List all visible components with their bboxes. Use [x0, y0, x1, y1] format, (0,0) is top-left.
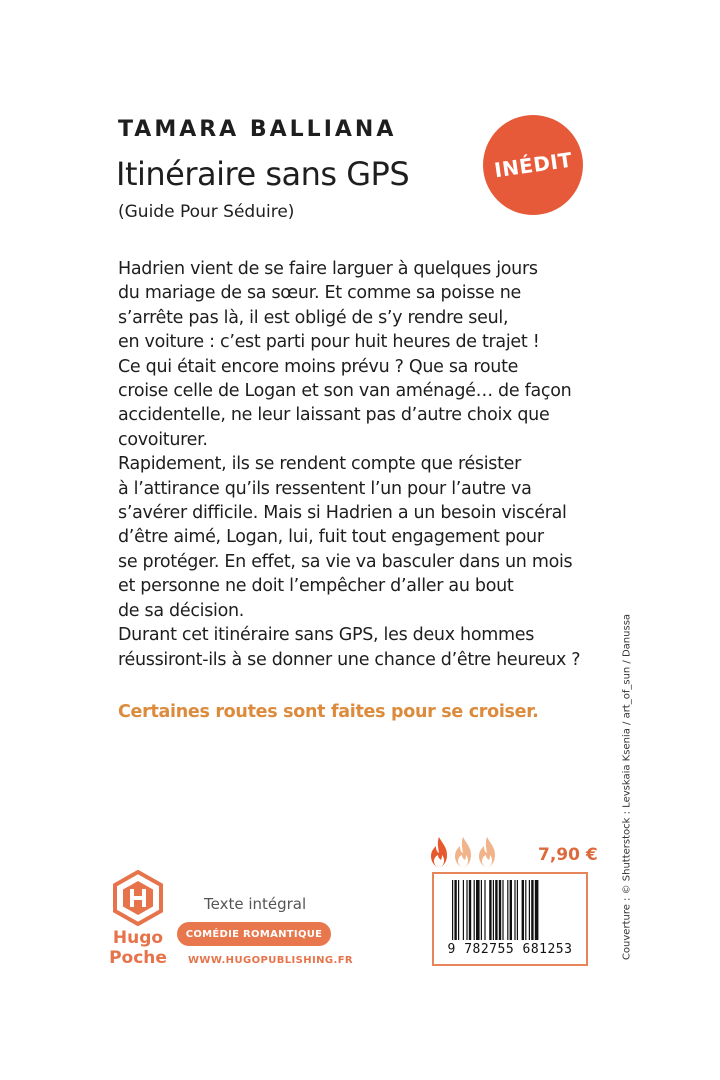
blurb-line: Ce qui était encore moins prévu ? Que sa route [118, 356, 519, 377]
barcode-bar [529, 880, 530, 940]
barcode-bar [495, 880, 497, 940]
blurb-line: Durant cet itinéraire sans GPS, les deux hommes [118, 625, 535, 646]
barcode-bar [452, 880, 453, 940]
blurb-text [118, 257, 618, 672]
barcode-bar [454, 880, 456, 940]
genre-label: COMÉDIE ROMANTIQUE [185, 928, 323, 940]
author-name: TAMARA BALLIANA [118, 117, 397, 142]
blurb-line: accidentelle, ne leur laissant pas d’autre choix que [118, 405, 550, 426]
badge-label: INÉDIT [492, 147, 574, 183]
barcode-bar [458, 880, 459, 940]
cover-credit-container [612, 605, 642, 970]
blurb-line: s’avérer difficile. Mais si Hadrien a un besoin viscéral [118, 503, 567, 524]
blurb-line: Rapidement, ils se rendent compte que résister [118, 454, 522, 475]
barcode-bar [481, 880, 482, 940]
barcode-bar [493, 880, 494, 940]
barcode-bar [535, 880, 539, 940]
barcode-bar [476, 880, 480, 940]
barcode-bar [507, 880, 508, 940]
barcode-bar [531, 880, 533, 940]
inedit-badge [483, 115, 583, 215]
publisher-logo [108, 870, 168, 980]
barcode-bar [469, 880, 471, 940]
texte-integral: Texte intégral [204, 895, 307, 913]
barcode-bar [466, 880, 467, 940]
price: 7,90 € [538, 845, 598, 865]
barcode-bar [484, 880, 485, 940]
blurb-line: réussiront-ils à se donner une chance d’être heureux ? [118, 649, 581, 670]
blurb-line: se protéger. En effet, sa vie va basculer dans un mois [118, 551, 573, 572]
isbn-number: 9 782755 681253 [447, 942, 573, 957]
publisher-name-line1: Hugo [112, 928, 164, 948]
cover-credit: Couverture : © Shutterstock : Levskaia Ksenia / art_of_sun / Danussa [621, 613, 633, 961]
heat-rating [428, 836, 498, 868]
barcode-bar [502, 880, 503, 940]
book-subtitle: (Guide Pour Séduire) [118, 202, 295, 222]
flame-icon [476, 836, 498, 868]
publisher-name-line2: Poche [109, 948, 167, 968]
tagline: Certaines routes sont faites pour se croiser. [118, 702, 539, 722]
blurb-line: covoiturer. [118, 429, 208, 450]
book-title: Itinéraire sans GPS [116, 155, 410, 193]
blurb-line: Hadrien vient de se faire larguer à quelques jours [118, 259, 538, 279]
blurb-line: et personne ne doit l’empêcher d’aller au bout [118, 576, 514, 597]
barcode [432, 872, 588, 966]
flame-icon [428, 836, 450, 868]
barcode-bar [463, 880, 464, 940]
barcode-bar [525, 880, 526, 940]
blurb-line: de sa décision. [118, 600, 245, 621]
barcode-bar [489, 880, 491, 940]
flame-icon [452, 836, 474, 868]
blurb-line: d’être aimé, Logan, lui, fuit tout engagement pour [118, 527, 544, 548]
barcode-bar [499, 880, 501, 940]
barcode-bar [474, 880, 475, 940]
blurb-line: du mariage de sa sœur. Et comme sa poisse ne [118, 283, 521, 304]
blurb-line: à l’attirance qu’ils ressentent l’un pour l’autre va [118, 478, 532, 499]
website-url: WWW.HUGOPUBLISHING.FR [188, 955, 354, 966]
barcode-bar [510, 880, 512, 940]
barcode-bar [522, 880, 524, 940]
hexagon-h-logo [112, 870, 164, 926]
blurb-line: s’arrête pas là, il est obligé de s’y rendre seul, [118, 307, 509, 328]
barcode-bars [452, 880, 568, 940]
blurb-line: en voiture : c’est parti pour huit heures de trajet ! [118, 332, 540, 353]
barcode-bar [514, 880, 515, 940]
genre-badge [177, 922, 331, 946]
barcode-bar [517, 880, 518, 940]
blurb-line: croise celle de Logan et son van aménagé… de façon [118, 381, 572, 402]
